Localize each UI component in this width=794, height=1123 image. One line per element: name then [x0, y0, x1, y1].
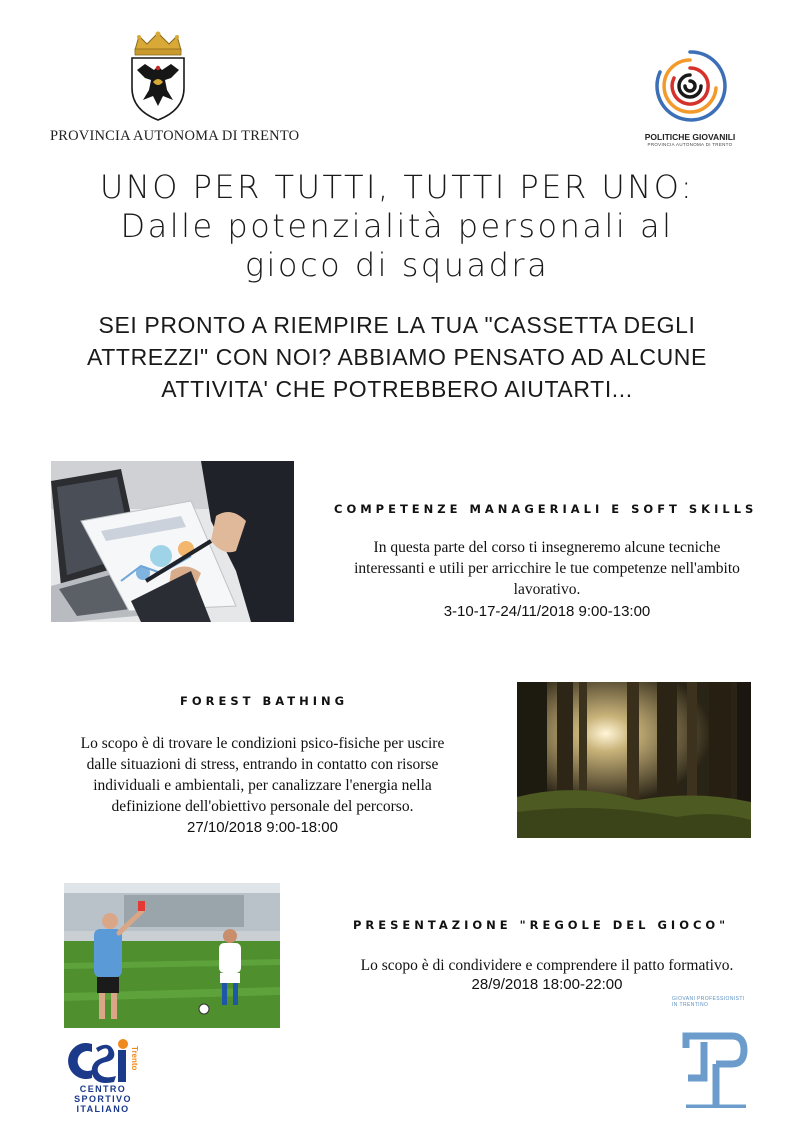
politiche-giovanili-logo	[640, 48, 740, 158]
csi-text-line: ITALIANO	[76, 1104, 130, 1114]
section-body-line: dalle situazioni di stress, entrando in contatto con risorse	[86, 756, 439, 773]
politiche-giovanili-spiral-icon	[652, 48, 728, 124]
provincia-trento-caption: PROVINCIA AUTONOMA DI TRENTO	[50, 128, 300, 144]
section-body-line: individuali e ambientali, per canalizzare l'energia nella	[93, 777, 432, 794]
gpt-text-line: GIOVANI PROFESSIONISTI	[672, 996, 745, 1002]
page-title	[40, 168, 754, 285]
csi-side-label: Trento	[130, 1046, 139, 1071]
gpt-logo-icon	[672, 1008, 752, 1108]
section-body-forest-bathing	[30, 733, 495, 817]
csi-text-line: SPORTIVO	[74, 1094, 132, 1104]
csi-text-line: CENTRO	[79, 1084, 127, 1094]
section-date-forest-bathing: 27/10/2018 9:00-18:00	[187, 819, 338, 836]
section-body-line: definizione dell'obiettivo personale del percorso.	[111, 798, 414, 815]
subtitle-line-3: ATTIVITA' CHE POTREBBERO AIUTARTI...	[161, 376, 633, 402]
politiche-giovanili-subcaption: PROVINCIA AUTONOMA DI TRENTO	[647, 141, 733, 147]
section-body-line: lavorativo.	[513, 581, 581, 598]
football-photo	[64, 883, 280, 1028]
provincia-trento-logo	[50, 30, 300, 150]
title-line-1: UNO PER TUTTI, TUTTI PER UNO:	[99, 168, 695, 206]
title-line-2: Dalle potenzialità personali al	[120, 207, 674, 245]
subtitle-line-2: ATTREZZI" CON NOI? ABBIAMO PENSATO AD ALCUNE	[87, 344, 707, 370]
section-body-rules	[300, 955, 794, 976]
section-body-line: Lo scopo è di trovare le condizioni psico-fisiche per uscire	[80, 735, 445, 752]
section-body-managerial	[300, 537, 794, 600]
gpt-text	[672, 996, 752, 1008]
csi-logo	[66, 1038, 146, 1118]
subtitle-line-1: SEI PRONTO A RIEMPIRE LA TUA "CASSETTA DEGLI	[98, 312, 696, 338]
csi-text	[66, 1084, 140, 1114]
section-body-line: Lo scopo è di condividere e comprendere il patto formativo.	[360, 957, 734, 974]
business-meeting-photo	[51, 461, 294, 622]
gpt-text-line: IN TRENTINO	[672, 1002, 709, 1008]
section-body-line: In questa parte del corso ti insegneremo alcune tecniche	[373, 539, 721, 556]
csi-logo-icon	[66, 1038, 144, 1084]
trento-eagle-crest-icon	[127, 30, 189, 122]
politiche-giovanili-caption: POLITICHE GIOVANILI	[644, 132, 736, 142]
section-date-managerial: 3-10-17-24/11/2018 9:00-13:00	[443, 603, 651, 620]
gpt-logo	[672, 996, 752, 1106]
section-heading-rules: PRESENTAZIONE "REGOLE DEL GIOCO"	[353, 918, 730, 932]
section-heading-forest-bathing: FOREST BATHING	[180, 694, 349, 708]
section-heading-managerial: COMPETENZE MANAGERIALI E SOFT SKILLS	[334, 502, 758, 516]
page-subtitle	[40, 309, 754, 405]
title-line-3: gioco di squadra	[244, 246, 550, 284]
section-date-rules: 28/9/2018 18:00-22:00	[471, 976, 623, 993]
forest-photo	[517, 682, 751, 838]
section-body-line: interessanti e utili per arricchire le tue competenze nell'ambito	[354, 560, 740, 577]
